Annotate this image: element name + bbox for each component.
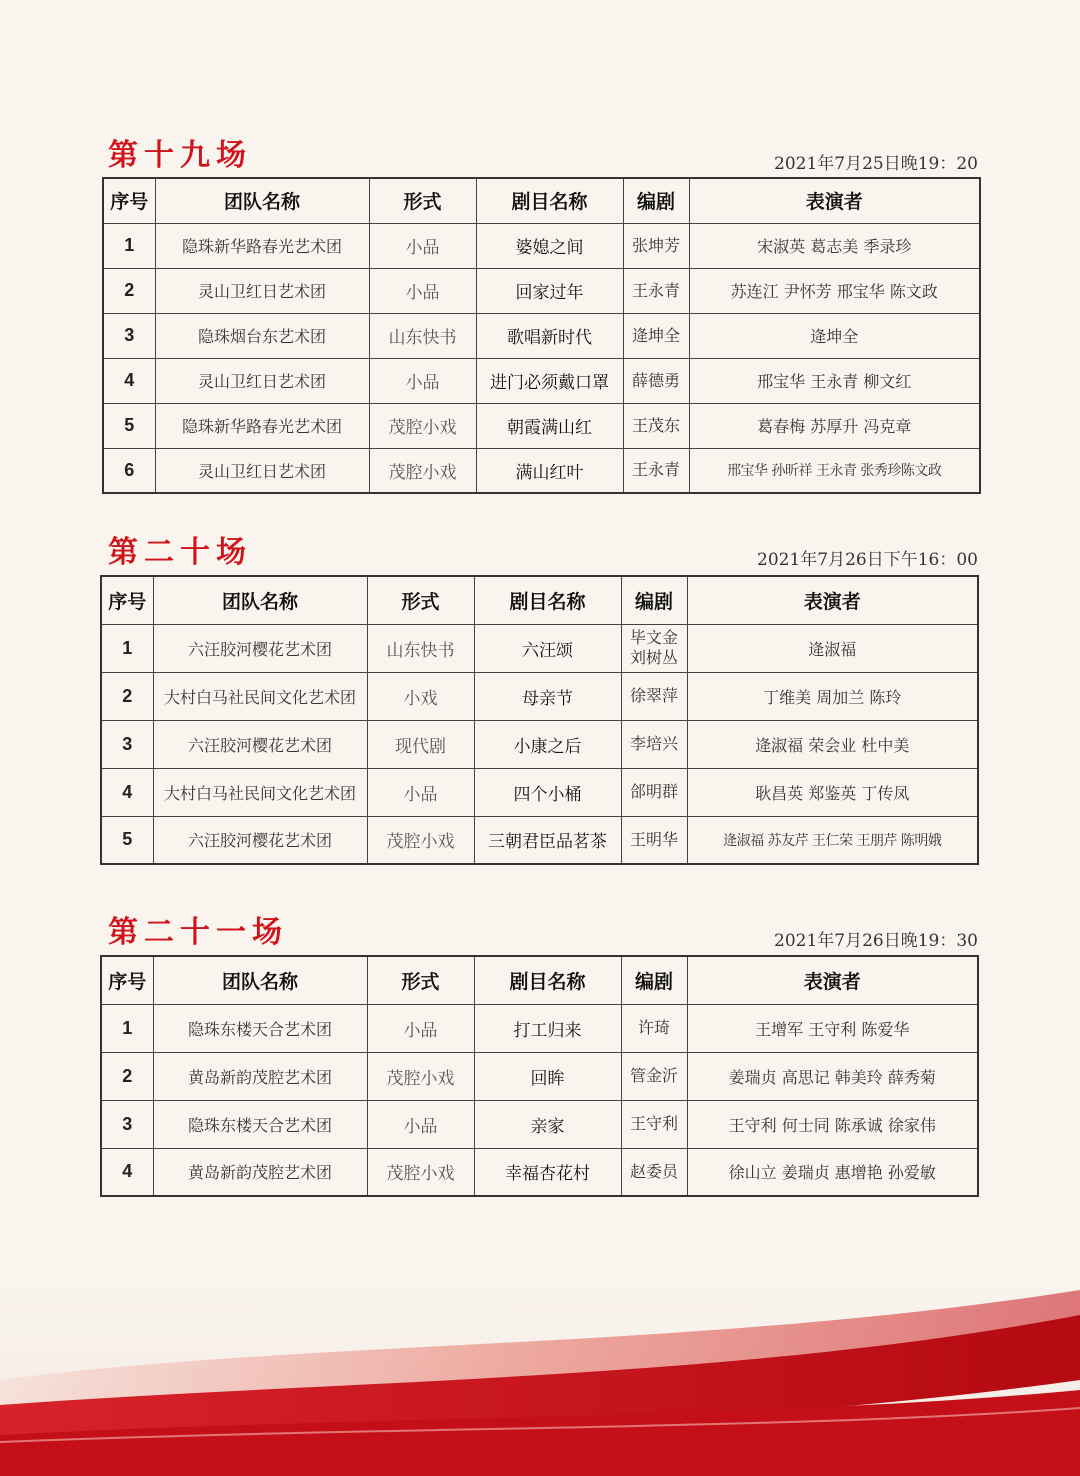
cell-performers: 王守利 何士同 陈承诚 徐家伟 [687, 1100, 978, 1148]
cell-team: 隐珠东楼天合艺术团 [153, 1100, 367, 1148]
cell-writer [623, 403, 689, 448]
cell-no: 5 [103, 403, 155, 448]
writer-name: 王茂东 [631, 415, 680, 435]
cell-team: 黄岛新韵茂腔艺术团 [153, 1052, 367, 1100]
cell-writer [623, 313, 689, 358]
cell-play: 进门必须戴口罩 [476, 358, 623, 403]
cell-form: 茂腔小戏 [369, 448, 476, 493]
cell-team: 灵山卫红日艺术团 [155, 358, 369, 403]
table-row [101, 1052, 978, 1100]
header-row [101, 956, 978, 1004]
header-performers: 表演者 [687, 956, 978, 1004]
cell-performers: 逄淑福 [687, 624, 978, 672]
cell-form: 山东快书 [367, 624, 474, 672]
cell-no: 4 [101, 1148, 153, 1196]
header-no: 序号 [101, 576, 153, 624]
cell-play: 婆媳之间 [476, 223, 623, 268]
cell-writer [621, 816, 687, 864]
cell-play: 四个小桶 [474, 768, 621, 816]
cell-team: 灵山卫红日艺术团 [155, 448, 369, 493]
cell-form: 小品 [367, 1004, 474, 1052]
cell-no: 4 [101, 768, 153, 816]
cell-performers: 姜瑞贞 高思记 韩美玲 薛秀菊 [687, 1052, 978, 1100]
cell-form: 小品 [367, 1100, 474, 1148]
cell-team: 隐珠东楼天合艺术团 [153, 1004, 367, 1052]
cell-team: 六汪胶河樱花艺术团 [153, 624, 367, 672]
cell-no: 4 [103, 358, 155, 403]
cell-play: 歌唱新时代 [476, 313, 623, 358]
table-row [101, 1148, 978, 1196]
cell-form: 山东快书 [369, 313, 476, 358]
table-row [101, 672, 978, 720]
cell-play: 小康之后 [474, 720, 621, 768]
cell-writer [621, 1004, 687, 1052]
cell-performers: 逄淑福 苏友芹 王仁荣 王朋芹 陈明娥 [687, 816, 978, 864]
section-title: 第十九场 [108, 138, 252, 173]
cell-form: 现代剧 [367, 720, 474, 768]
table-row [103, 358, 980, 403]
writer-name: 薛德勇 [631, 370, 680, 390]
red-ribbon-decoration [0, 1230, 1080, 1476]
cell-performers: 王增军 王守利 陈爱华 [687, 1004, 978, 1052]
cell-form: 小品 [367, 768, 474, 816]
cell-play: 回眸 [474, 1052, 621, 1100]
writer-name: 徐翠萍 [629, 686, 678, 705]
table-row [103, 313, 980, 358]
cell-performers: 徐山立 姜瑞贞 惠增艳 孙爱敏 [687, 1148, 978, 1196]
writer-name: 许琦 [637, 1018, 670, 1037]
cell-performers: 邢宝华 孙昕祥 王永青 张秀珍陈文政 [689, 448, 980, 493]
section-title: 第二十场 [108, 535, 252, 570]
header-play: 剧目名称 [474, 576, 621, 624]
cell-form: 茂腔小戏 [367, 1148, 474, 1196]
header-writer: 编剧 [621, 956, 687, 1004]
cell-play: 朝霞满山红 [476, 403, 623, 448]
cell-team: 灵山卫红日艺术团 [155, 268, 369, 313]
cell-performers: 逄淑福 荣会业 杜中美 [687, 720, 978, 768]
writer-name: 王明华 [629, 829, 678, 849]
cell-no: 2 [101, 672, 153, 720]
writer-name: 逄坤全 [631, 325, 680, 345]
table-row [103, 403, 980, 448]
cell-writer [621, 1148, 687, 1196]
cell-writer [621, 1100, 687, 1148]
table-row [103, 448, 980, 493]
cell-writer [621, 1052, 687, 1100]
cell-no: 1 [103, 223, 155, 268]
cell-no: 5 [101, 816, 153, 864]
table-row [101, 768, 978, 816]
header-performers: 表演者 [687, 576, 978, 624]
section-date: 2021年7月26日下午16：00 [757, 550, 978, 570]
writer-name: 赵委员 [629, 1161, 678, 1181]
cell-form: 茂腔小戏 [367, 1052, 474, 1100]
header-team: 团队名称 [153, 956, 367, 1004]
writer-name: 郃明群 [629, 782, 678, 801]
writer-name: 王守利 [629, 1114, 678, 1133]
cell-play: 幸福杏花村 [474, 1148, 621, 1196]
cell-play: 亲家 [474, 1100, 621, 1148]
header-writer: 编剧 [621, 576, 687, 624]
cell-team: 黄岛新韵茂腔艺术团 [153, 1148, 367, 1196]
cell-performers: 苏连江 尹怀芳 邢宝华 陈文政 [689, 268, 980, 313]
cell-play: 回家过年 [476, 268, 623, 313]
cell-play: 打工归来 [474, 1004, 621, 1052]
cell-writer [621, 768, 687, 816]
cell-team: 六汪胶河樱花艺术团 [153, 816, 367, 864]
writer-name: 王永青 [631, 460, 680, 480]
writer-name: 毕文金 [629, 628, 678, 647]
writer-name: 王永青 [631, 280, 680, 300]
cell-performers: 耿昌英 郑鉴英 丁传凤 [687, 768, 978, 816]
cell-writer [623, 358, 689, 403]
section-date: 2021年7月25日晚19：20 [774, 154, 978, 174]
cell-performers: 丁维美 周加兰 陈玲 [687, 672, 978, 720]
cell-performers: 逄坤全 [689, 313, 980, 358]
header-row [101, 576, 978, 624]
writer-name: 管金沂 [629, 1066, 678, 1085]
header-no: 序号 [103, 178, 155, 223]
header-play: 剧目名称 [476, 178, 623, 223]
section-title: 第二十一场 [108, 915, 288, 950]
writer-name: 李培兴 [629, 734, 678, 753]
cell-form: 小戏 [367, 672, 474, 720]
table-row [101, 1100, 978, 1148]
schedule-table [102, 177, 981, 494]
cell-form: 小品 [369, 223, 476, 268]
table-row [101, 1004, 978, 1052]
header-no: 序号 [101, 956, 153, 1004]
table-row [101, 720, 978, 768]
cell-performers: 邢宝华 王永青 柳文红 [689, 358, 980, 403]
header-row [103, 178, 980, 223]
cell-performers: 葛春梅 苏厚升 冯克章 [689, 403, 980, 448]
header-writer: 编剧 [623, 178, 689, 223]
cell-writer [623, 448, 689, 493]
cell-writer [621, 720, 687, 768]
cell-performers: 宋淑英 葛志美 季录珍 [689, 223, 980, 268]
table-row [101, 624, 978, 672]
schedule-table [100, 955, 979, 1197]
cell-writer [621, 624, 687, 672]
table-row [101, 816, 978, 864]
table-row [103, 223, 980, 268]
cell-no: 2 [101, 1052, 153, 1100]
cell-no: 1 [101, 1004, 153, 1052]
table-row [103, 268, 980, 313]
cell-no: 3 [101, 1100, 153, 1148]
header-form: 形式 [367, 576, 474, 624]
cell-form: 茂腔小戏 [367, 816, 474, 864]
writer-name: 刘树丛 [629, 648, 678, 667]
cell-form: 小品 [369, 358, 476, 403]
cell-team: 隐珠新华路春光艺术团 [155, 403, 369, 448]
cell-no: 3 [101, 720, 153, 768]
cell-no: 3 [103, 313, 155, 358]
header-play: 剧目名称 [474, 956, 621, 1004]
header-form: 形式 [367, 956, 474, 1004]
schedule-table [100, 575, 979, 865]
header-form: 形式 [369, 178, 476, 223]
header-team: 团队名称 [155, 178, 369, 223]
section-date: 2021年7月26日晚19：30 [774, 931, 978, 951]
cell-no: 6 [103, 448, 155, 493]
cell-no: 1 [101, 624, 153, 672]
writer-name: 张坤芳 [631, 235, 680, 255]
cell-no: 2 [103, 268, 155, 313]
header-performers: 表演者 [689, 178, 980, 223]
cell-play: 三朝君臣品茗茶 [474, 816, 621, 864]
cell-play: 母亲节 [474, 672, 621, 720]
cell-play: 满山红叶 [476, 448, 623, 493]
cell-form: 茂腔小戏 [369, 403, 476, 448]
cell-team: 六汪胶河樱花艺术团 [153, 720, 367, 768]
header-team: 团队名称 [153, 576, 367, 624]
cell-writer [621, 672, 687, 720]
cell-team: 大村白马社民间文化艺术团 [153, 768, 367, 816]
cell-writer [623, 223, 689, 268]
cell-team: 隐珠新华路春光艺术团 [155, 223, 369, 268]
cell-team: 大村白马社民间文化艺术团 [153, 672, 367, 720]
cell-form: 小品 [369, 268, 476, 313]
cell-writer [623, 268, 689, 313]
cell-play: 六汪颂 [474, 624, 621, 672]
cell-team: 隐珠烟台东艺术团 [155, 313, 369, 358]
